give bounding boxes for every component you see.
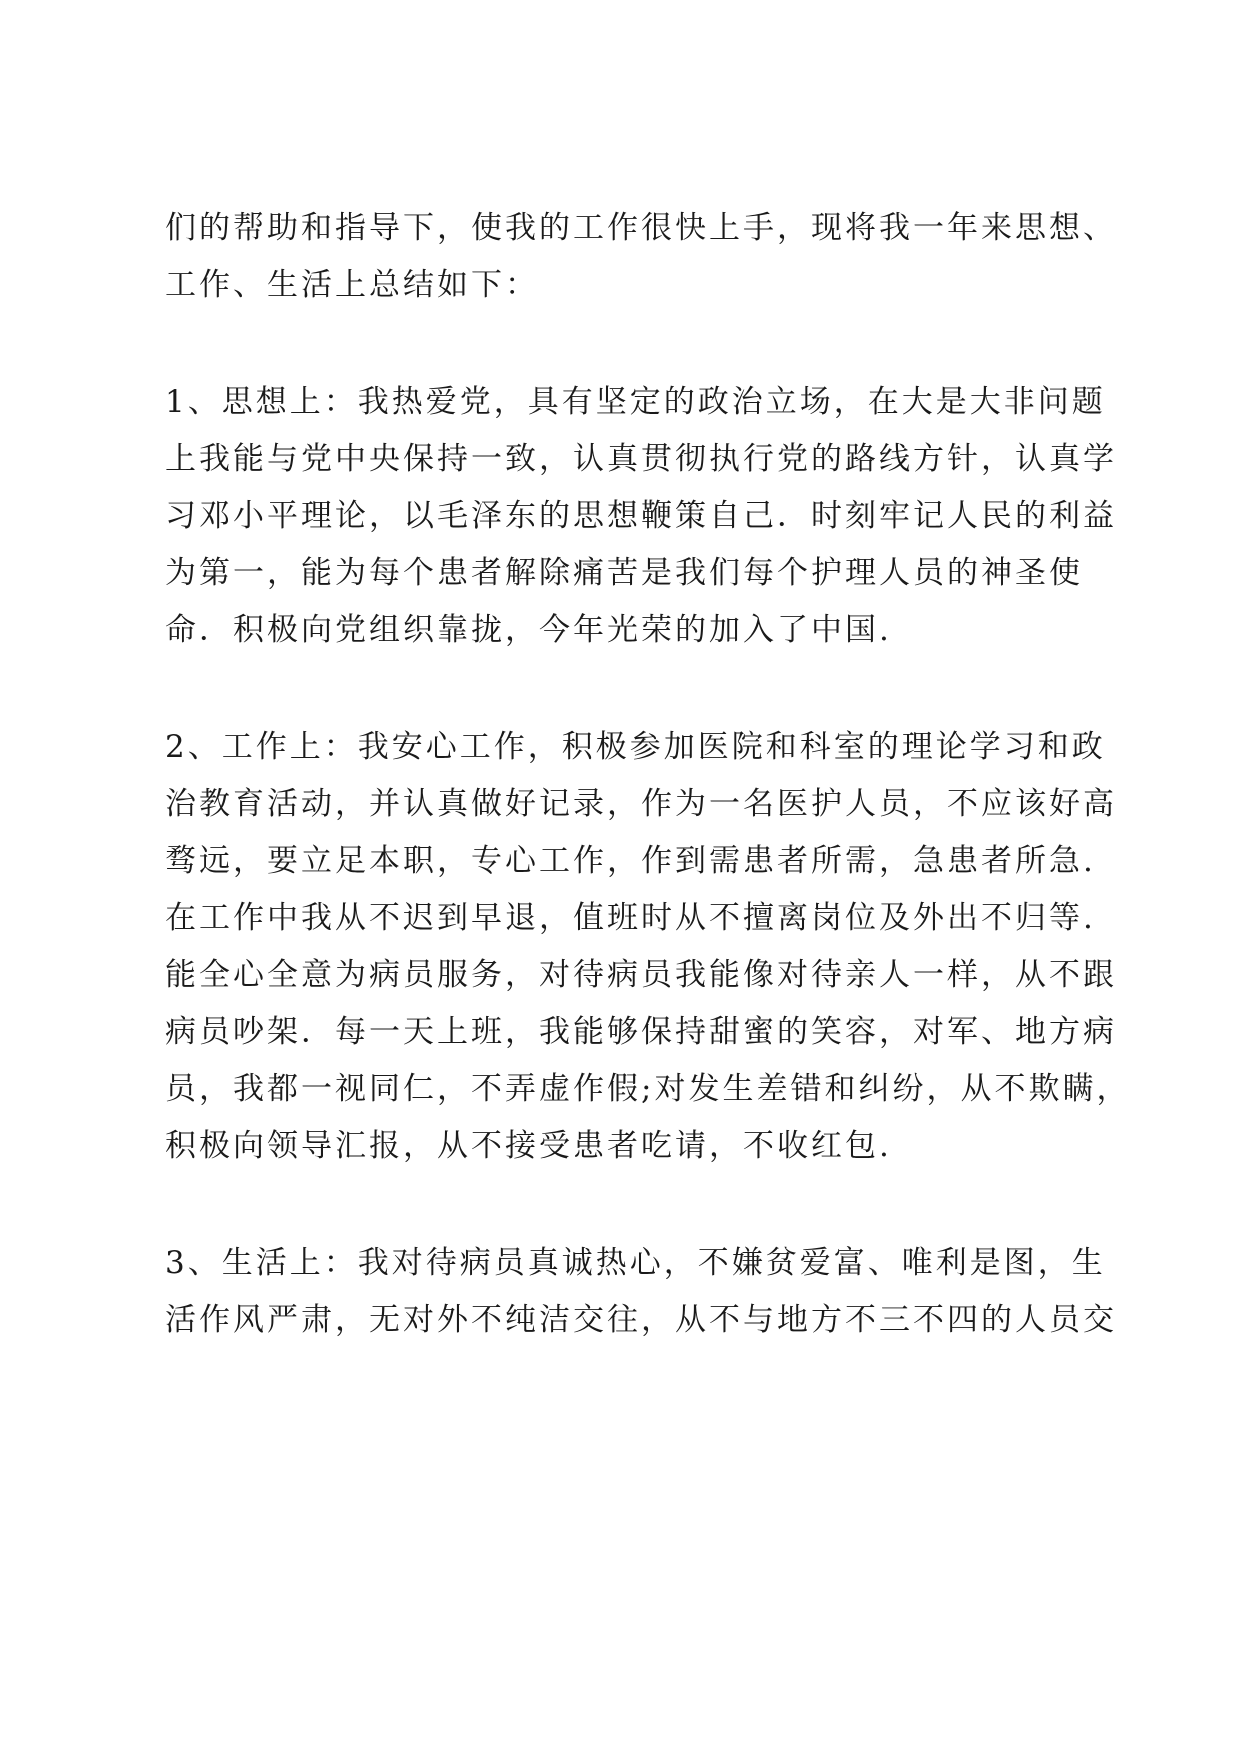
- text-line: 积极向领导汇报，从不接受患者吃请，不收红包.: [165, 1128, 892, 1164]
- text-line: 1、思想上：我热爱党，具有坚定的政治立场，在大是大非问题: [165, 384, 1106, 420]
- text-line: 骛远，要立足本职，专心工作，作到需患者所需，急患者所急.: [165, 843, 1096, 879]
- text-line: 3、生活上：我对待病员真诚热心，不嫌贫爱富、唯利是图，生: [165, 1245, 1106, 1281]
- text-line: 在工作中我从不迟到早退，值班时从不擅离岗位及外出不归等.: [165, 900, 1096, 936]
- text-line: 活作风严肃，无对外不纯洁交往，从不与地方不三不四的人员交: [165, 1302, 1117, 1338]
- paragraph-intro: [165, 200, 1117, 314]
- paragraph-thought: [165, 374, 1117, 659]
- text-line: 为第一，能为每个患者解除痛苦是我们每个护理人员的神圣使: [165, 555, 1083, 591]
- document-body: [165, 200, 1131, 1349]
- text-line: 上我能与党中央保持一致，认真贯彻执行党的路线方针，认真学: [165, 441, 1117, 477]
- text-line: 2、工作上：我安心工作，积极参加医院和科室的理论学习和政: [165, 729, 1106, 765]
- paragraph-life: [165, 1235, 1117, 1349]
- paragraph-spacer: [165, 659, 1095, 719]
- text-line: 病员吵架．每一天上班，我能够保持甜蜜的笑容，对军、地方病: [165, 1014, 1117, 1050]
- paragraph-spacer: [165, 314, 1095, 374]
- text-line: 命．积极向党组织靠拢，今年光荣的加入了中国.: [165, 612, 892, 648]
- text-line: 工作、生活上总结如下：: [165, 267, 539, 303]
- text-line: 们的帮助和指导下，使我的工作很快上手，现将我一年来思想、: [165, 210, 1117, 246]
- paragraph-work: [165, 719, 1131, 1175]
- paragraph-spacer: [165, 1175, 1095, 1235]
- text-line: 能全心全意为病员服务，对待病员我能像对待亲人一样，从不跟: [165, 957, 1117, 993]
- text-line: 习邓小平理论，以毛泽东的思想鞭策自己．时刻牢记人民的利益: [165, 498, 1117, 534]
- text-line: 治教育活动，并认真做好记录，作为一名医护人员，不应该好高: [165, 786, 1117, 822]
- text-line: 员，我都一视同仁，不弄虚作假;对发生差错和纠纷，从不欺瞒，: [165, 1071, 1131, 1107]
